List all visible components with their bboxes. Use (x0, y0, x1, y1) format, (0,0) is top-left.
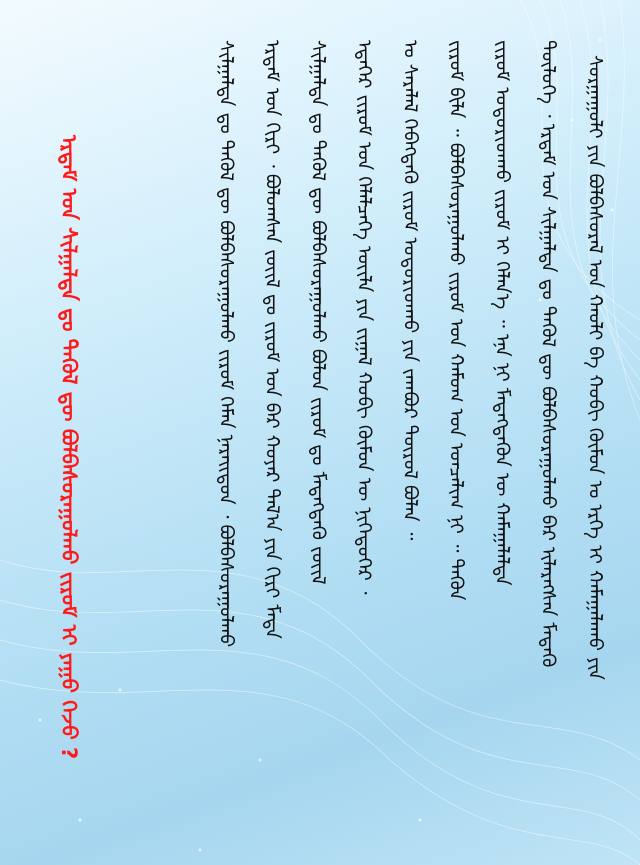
paragraph-line: ᠵᠢᠷᠤᠮ ᠪᠢᠯᠡ ᠃ ᠪᠣᠯᠪᠠᠰᠤᠷᠠᠭᠤᠯᠬᠤ ᠵᠢᠷᠤᠮ ᠤᠨ ᠬᠠᠮᠤᠭ ᠤᠨ ᠣᠨᠴᠠᠯᠢᠭ ᠨᠢ ᠃ ᠲᠡᠭᠦᠨ (445, 40, 467, 601)
paragraph-line: ᠰᠢᠯᠭᠠᠯᠲᠠ ᠳᠤ ᠲᠡᠭᠦᠯ ᠳᠦ ᠪᠣᠯᠪᠠᠰᠤᠷᠠᠭᠤᠯᠬᠤ ᠪᠣᠯᠤᠨ ᠵᠢᠷᠤᠮ ᠳᠤ ᠮᠡᠳᠡᠭᠳᠡᠬᠦ ᠵᠦᠢᠯ (307, 40, 329, 585)
paragraph-line: ᠲᠥᠯᠥᠭᠡ ᠂ ᠡᠷᠳᠡᠮ ᠤᠨ ᠰᠢᠯᠭᠠᠯᠲᠠ ᠳᠤ ᠲᠡᠭᠦᠯ ᠳᠦ ᠪᠣᠯᠪᠠᠰᠤᠷᠠᠭᠤᠯᠬᠤ ᠪᠡᠷ ᠢᠯᠡᠷᠡᠭᠰᠡᠨ ᠮᠡᠳᠡᠬᠦ (537, 40, 559, 668)
paragraph-line: ᠵᠢᠷᠤᠮ ᠤᠳᠤᠷᠢᠳᠬᠤ ᠵᠢᠷᠤᠮ ᠢ ᠬᠡᠯᠡᠨ᠎ᠡ ᠃ ᠡᠨᠡ ᠨᠢ ᠮᠡᠳᠡᠭᠳᠡᠬᠦᠨ ᠦ ᠬᠠᠮᠠᠭᠠᠯᠠᠯᠲᠠ (491, 40, 513, 586)
paragraph-line: ᠡᠳᠡᠭᠡᠷ ᠵᠢᠷᠤᠮ ᠤᠨ ᠬᠡᠯᠡᠯᠴᠡᠭᠡ ᠦᠢᠯᠡ ᠶᠢᠨ ᠵᠢᠭᠠᠯ ᠬᠤᠪᠢ ᠬᠦᠮᠦᠨ ᠦ ᠨᠢᠭᠡᠳᠦᠭᠡᠷ ᠂ (353, 40, 375, 595)
page-title: ᠡᠷᠳᠡᠮ ᠤᠨ ᠰᠢᠯᠭᠠᠯᠲᠠ ᠳᠤ ᠲᠡᠭᠦᠯ ᠳᠦ ᠪᠣᠯᠪᠠᠰᠤᠷᠠᠭᠤᠯᠬᠤ ᠵᠢᠷᠤᠮ ᠢ ᠶᠠᠭᠤ ᠭᠡᠵᠦ ? (57, 135, 81, 760)
paragraph-line: ᠤ ᠰᠠᠷᠠᠯᠠᠯ ᠬᠡᠪᠡᠭᠳᠡᠬᠦ ᠵᠢᠷᠤᠮ ᠤᠳᠤᠷᠢᠳᠬᠤ ᠶᠢᠨ ᠵᠠᠭᠪᠤᠷ ᠲᠥᠷᠥᠯ ᠪᠣᠯᠠᠨ ᠃ (399, 40, 421, 541)
paragraph-line: ᠰᠢᠯᠭᠠᠯᠲᠠ ᠳᠤ ᠲᠡᠭᠦᠯ ᠳᠦ ᠪᠣᠯᠪᠠᠰᠤᠷᠠᠭᠤᠯᠬᠤ ᠵᠢᠷᠤᠮ ᠬᠡᠮᠡᠨ ᠨᠡᠷᠡᠢᠳᠦᠨ ᠂ ᠪᠣᠯᠪᠠᠰᠤᠷᠠᠭᠤᠯᠬᠤ (215, 40, 237, 648)
paragraph-line: ᠰᠤᠷᠭᠠᠭᠤᠯᠢ ᠶᠢᠨ ᠪᠣᠯᠪᠠᠰᠤᠷᠠᠯ ᠤᠨ ᠬᠠᠤᠯᠢ ᠪᠠ ᠬᠤᠪᠢ ᠬᠥᠮᠦᠨ ᠤ ᠡᠷᠬᠡ ᠢ ᠬᠠᠮᠠᠭᠠᠯᠠᠬᠤ ᠶᠢᠨ (584, 55, 606, 680)
paragraph-line: ᠡᠷᠳᠡᠮ ᠤᠨ ᠬᠢᠷᠢ ᠂ ᠪᠣᠯᠤᠭᠰᠠᠨ ᠵᠦᠢᠯ ᠳᠤ ᠵᠢᠷᠤᠮ ᠤᠨ ᠪᠠᠷ ᠬᠣᠶᠠᠷ ᠲᠠᠯ᠎ᠠ ᠶᠢᠨ ᠬᠢᠷᠢ ᠮᠡᠳᠡ (261, 40, 283, 639)
